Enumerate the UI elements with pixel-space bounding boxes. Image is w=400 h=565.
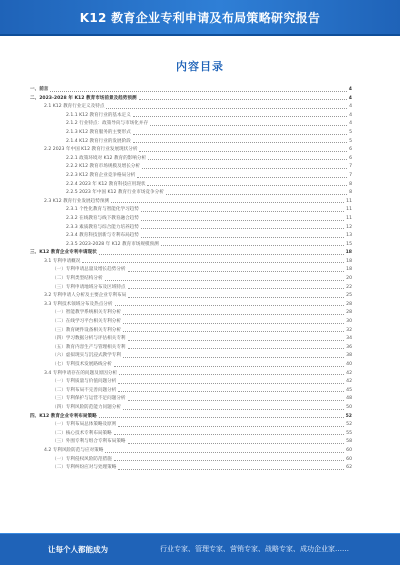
toc-entry-page: 52	[346, 422, 352, 428]
toc-leader-dots	[115, 305, 345, 306]
toc-entry[interactable]	[30, 136, 352, 145]
toc-entry-label: 3.3 专利技术领域分布及热点分析	[44, 301, 113, 307]
toc-entry[interactable]	[30, 316, 352, 325]
toc-entry-page: 7	[349, 172, 352, 178]
toc-entry-page: 62	[346, 465, 352, 471]
toc-entry[interactable]	[30, 307, 352, 316]
toc-entry[interactable]	[30, 325, 352, 334]
toc-entry-label: 3.2 专利申请人分析及主要企业专利布局	[44, 293, 127, 299]
toc-leader-dots	[141, 237, 344, 238]
toc-leader-dots	[114, 460, 344, 461]
toc-entry-label: （二）在线学习平台相关专利分析	[52, 319, 121, 325]
toc-heading: 内容目录	[176, 60, 224, 73]
header-divider	[0, 34, 400, 36]
toc-entry[interactable]	[30, 333, 352, 342]
toc-entry[interactable]	[30, 462, 352, 471]
toc-leader-dots	[150, 125, 347, 126]
report-title: K12 教育企业专利申请及布局策略研究报告	[79, 10, 321, 25]
toc-entry-page: 42	[346, 379, 352, 385]
toc-leader-dots	[161, 245, 344, 246]
toc-entry-label: （三）外围专利与组合专利布局策略	[52, 439, 126, 445]
toc-entry[interactable]	[30, 290, 352, 299]
toc-leader-dots	[139, 99, 347, 100]
toc-entry-label: （三）教育硬件设备相关专利分析	[52, 327, 121, 333]
toc-entry[interactable]	[30, 436, 352, 445]
toc-entry-label: 三、K12 教育企业专利申请现状	[30, 250, 97, 256]
toc-entry-page: 50	[346, 404, 352, 410]
toc-entry[interactable]	[30, 196, 352, 205]
toc-leader-dots	[123, 331, 344, 332]
toc-entry-label: 2.1 K12 教育行业定义及特点	[44, 104, 105, 110]
toc-entry-page: 5	[349, 138, 352, 144]
toc-entry-label: （四）专利风险防范能力问题分析	[52, 404, 121, 410]
toc-entry-label: （六）虚拟现实与沉浸式教学专利	[52, 353, 121, 359]
toc-entry[interactable]	[30, 239, 352, 248]
toc-leader-dots	[123, 323, 344, 324]
toc-entry-label: （二）专利纠纷应对与处理策略	[52, 465, 117, 471]
toc-entry-page: 58	[346, 439, 352, 445]
toc-entry-page: 30	[346, 319, 352, 325]
toc-entry-label: （二）核心技术专利布局策略	[52, 430, 112, 436]
toc-entry-page: 60	[346, 447, 352, 453]
toc-entry[interactable]	[30, 264, 352, 273]
toc-entry[interactable]	[30, 161, 352, 170]
toc-entry-page: 45	[346, 387, 352, 393]
toc-entry-page: 36	[346, 344, 352, 350]
toc-leader-dots	[118, 469, 344, 470]
toc-entry-page: 28	[346, 310, 352, 316]
toc-entry-label: 2.2.5 2023 年中国 K12 教育行业市场竞争分析	[66, 190, 164, 196]
toc-entry-page: 5	[349, 129, 352, 135]
toc-entry[interactable]	[30, 342, 352, 351]
toc-entry-page: 6	[349, 147, 352, 153]
toc-entry-page: 18	[345, 250, 352, 256]
toc-entry-page: 4	[349, 104, 352, 110]
toc-entry-page: 4	[348, 95, 352, 101]
toc-entry[interactable]	[30, 213, 352, 222]
toc-leader-dots	[105, 452, 344, 453]
toc-leader-dots	[50, 91, 346, 92]
toc-entry-page: 20	[346, 276, 352, 282]
toc-entry-label: （一）专利质量与价值问题分析	[52, 379, 117, 385]
toc-entry-label: 2.3.4 教育科技创新与专利布局趋势	[66, 233, 139, 239]
toc-leader-dots	[82, 262, 344, 263]
toc-entry[interactable]	[30, 127, 352, 136]
toc-entry-page: 11	[346, 198, 352, 204]
toc-entry-label: （七）专利技术发展路线分析	[52, 362, 112, 367]
toc-leader-dots	[139, 151, 347, 152]
toc-leader-dots	[114, 434, 344, 435]
toc-entry-page: 7	[349, 164, 352, 170]
toc-entry[interactable]	[30, 385, 352, 394]
toc-entry-label: （二）专利布局不完善问题分析	[52, 387, 117, 393]
toc-entry-label: （一）智能教学系统相关专利分析	[52, 310, 121, 316]
toc-entry-label: （一）专利申请总量及增长趋势分析	[52, 267, 126, 273]
toc-leader-dots	[118, 391, 344, 392]
toc-entry-page: 4	[349, 112, 352, 118]
toc-entry-label: 2.2.4 2023 年 K12 教育科技应用现状	[66, 181, 146, 187]
toc-entry-page: 11	[346, 215, 352, 221]
toc-leader-dots	[133, 142, 347, 143]
toc-entry[interactable]	[30, 187, 352, 196]
toc-entry-label: 2.3.2 在线教育与线下教育融合趋势	[66, 215, 139, 221]
toc-leader-dots	[123, 314, 344, 315]
toc-entry-label: 一、前言	[30, 87, 49, 92]
toc-leader-dots	[128, 271, 345, 272]
toc-leader-dots	[128, 297, 344, 298]
toc-leader-dots	[141, 228, 344, 229]
toc-entry-label: （三）专利申请地域分布及区域特点	[52, 284, 126, 290]
toc-entry-label: 2.2 2023 年中国 K12 教育行业发展现状分析	[44, 147, 138, 153]
toc-entry-page: 40	[346, 362, 352, 367]
toc-entry-label: 3.4 专利申请存在的问题及原因分析	[44, 370, 118, 376]
toc-leader-dots	[114, 366, 344, 367]
toc-entry-page: 15	[346, 241, 352, 247]
toc-entry-label: （四）学习数据分析与评估相关专利	[52, 336, 126, 342]
toc-entry-label: 2.1.1 K12 教育行业的基本定义	[66, 112, 131, 118]
toc-entry[interactable]	[30, 445, 352, 454]
toc-entry-label: （二）专利类型结构分析	[52, 276, 103, 282]
toc-entry-page: 8	[349, 181, 352, 187]
toc-entry[interactable]	[30, 101, 352, 110]
toc-entry-label: 3.1 专利申请概况	[44, 258, 81, 264]
toc-entry-label: 4.2 专利风险防范与应对策略	[44, 447, 104, 453]
toc-entry[interactable]	[30, 144, 352, 153]
toc-entry-label: 二、2023-2028 年 K12 教育市场前景及趋势预测	[30, 95, 137, 101]
toc-entry-page: 4	[349, 121, 352, 127]
toc-entry-page: 25	[346, 293, 352, 299]
toc-entry-page: 8	[349, 190, 352, 196]
toc-entry[interactable]	[30, 368, 352, 377]
toc-entry-label: 2.3.5 2023-2028 年 K12 教育市场规模预测	[66, 241, 159, 247]
toc-leader-dots	[118, 426, 344, 427]
report-header	[0, 0, 400, 34]
toc-entry-label: （一）专利侵权风险防范措施	[52, 456, 112, 462]
toc-entry-page: 28	[346, 301, 352, 307]
toc-entry-page: 55	[346, 430, 352, 436]
footer-tagline: 行业专家、管理专家、营销专家、战略专家、成功企业家……	[160, 545, 349, 553]
toc-entry-page: 42	[346, 370, 352, 376]
toc-entry-page: 6	[349, 155, 352, 161]
toc-entry-page: 18	[346, 258, 352, 264]
toc-entry-page: 22	[346, 284, 352, 290]
toc-leader-dots	[106, 108, 347, 109]
toc-entry[interactable]	[30, 282, 352, 291]
toc-entry[interactable]	[30, 204, 352, 213]
toc-leader-dots	[111, 202, 344, 203]
toc-entry[interactable]	[30, 273, 352, 282]
toc-entry[interactable]	[30, 359, 352, 368]
report-footer	[0, 533, 400, 565]
toc-entry-label: 2.3 K12 教育行业发展趋势预测	[44, 198, 110, 204]
toc-entry[interactable]	[30, 350, 352, 359]
toc-entry[interactable]	[30, 179, 352, 188]
toc-entry-label: 四、K12 教育企业专利布局策略	[30, 413, 97, 419]
toc-leader-dots	[128, 348, 345, 349]
toc-leader-dots	[141, 220, 344, 221]
toc-entry[interactable]	[30, 428, 352, 437]
toc-entry-page: 34	[346, 336, 352, 342]
toc-leader-dots	[128, 288, 345, 289]
toc-entry-page: 11	[346, 207, 352, 213]
toc-entry-label: （三）专利保护与运营不足问题分析	[52, 396, 126, 402]
toc-entry[interactable]	[30, 411, 352, 420]
toc-entry[interactable]	[30, 153, 352, 162]
toc-entry[interactable]	[30, 402, 352, 411]
toc-leader-dots	[99, 254, 344, 255]
toc-entry-label: 2.3.1 个性化教育与智能化学习趋势	[66, 207, 139, 213]
toc-entry-label: （五）教育内容生产与管理相关专利	[52, 344, 126, 350]
toc-leader-dots	[147, 185, 347, 186]
toc-entry-page: 32	[346, 327, 352, 333]
toc-leader-dots	[142, 168, 347, 169]
toc-entry[interactable]	[30, 84, 352, 93]
toc-entry-label: 2.1.2 行业特点：政策导向与市场化并存	[66, 121, 149, 127]
toc-entry-page: 60	[346, 456, 352, 462]
table-of-contents	[30, 84, 352, 471]
toc-entry[interactable]	[30, 299, 352, 308]
toc-entry[interactable]	[30, 118, 352, 127]
toc-entry[interactable]	[30, 247, 352, 256]
toc-entry[interactable]	[30, 376, 352, 385]
toc-leader-dots	[118, 383, 344, 384]
toc-entry[interactable]	[30, 454, 352, 463]
toc-leader-dots	[123, 409, 344, 410]
toc-entry-page: 12	[346, 224, 352, 230]
toc-leader-dots	[137, 177, 347, 178]
toc-entry-label: （一）专利布局总体策略及原则	[52, 422, 117, 428]
toc-leader-dots	[128, 443, 345, 444]
toc-entry-label: 2.2.1 政策环境对 K12 教育的影响分析	[66, 155, 147, 161]
footer-slogan: 让每个人都能成为	[48, 544, 108, 554]
toc-leader-dots	[148, 159, 347, 160]
toc-entry[interactable]	[30, 110, 352, 119]
toc-leader-dots	[133, 116, 347, 117]
toc-leader-dots	[105, 280, 345, 281]
footer-divider	[0, 533, 400, 534]
toc-entry[interactable]	[30, 393, 352, 402]
toc-entry-label: 2.1.3 K12 教育服务的主要形式	[66, 129, 131, 135]
toc-leader-dots	[99, 417, 344, 418]
toc-entry-page: 13	[346, 233, 352, 239]
toc-entry-page: 48	[346, 396, 352, 402]
toc-entry[interactable]	[30, 170, 352, 179]
toc-leader-dots	[141, 211, 344, 212]
toc-entry-label: 2.1.4 K12 教育行业的发展阶段	[66, 138, 131, 144]
toc-entry-page: 18	[346, 267, 352, 273]
toc-entry[interactable]	[30, 256, 352, 265]
toc-leader-dots	[119, 374, 344, 375]
toc-entry-label: 2.3.3 素质教育与综合能力培养趋势	[66, 224, 139, 230]
toc-leader-dots	[128, 340, 345, 341]
toc-leader-dots	[166, 194, 347, 195]
toc-entry-label: 2.2.2 K12 教育市场规模及增长分析	[66, 164, 140, 170]
toc-entry-page: 52	[345, 413, 352, 419]
toc-leader-dots	[123, 357, 344, 358]
toc-entry-label: 2.2.3 K12 教育企业竞争格局分析	[66, 172, 136, 178]
toc-entry[interactable]	[30, 419, 352, 428]
toc-entry-page: 38	[346, 353, 352, 359]
toc-entry-page: 4	[348, 87, 352, 92]
toc-entry[interactable]	[30, 93, 352, 102]
toc-leader-dots	[133, 134, 347, 135]
toc-entry[interactable]	[30, 222, 352, 231]
toc-entry[interactable]	[30, 230, 352, 239]
toc-leader-dots	[128, 400, 345, 401]
